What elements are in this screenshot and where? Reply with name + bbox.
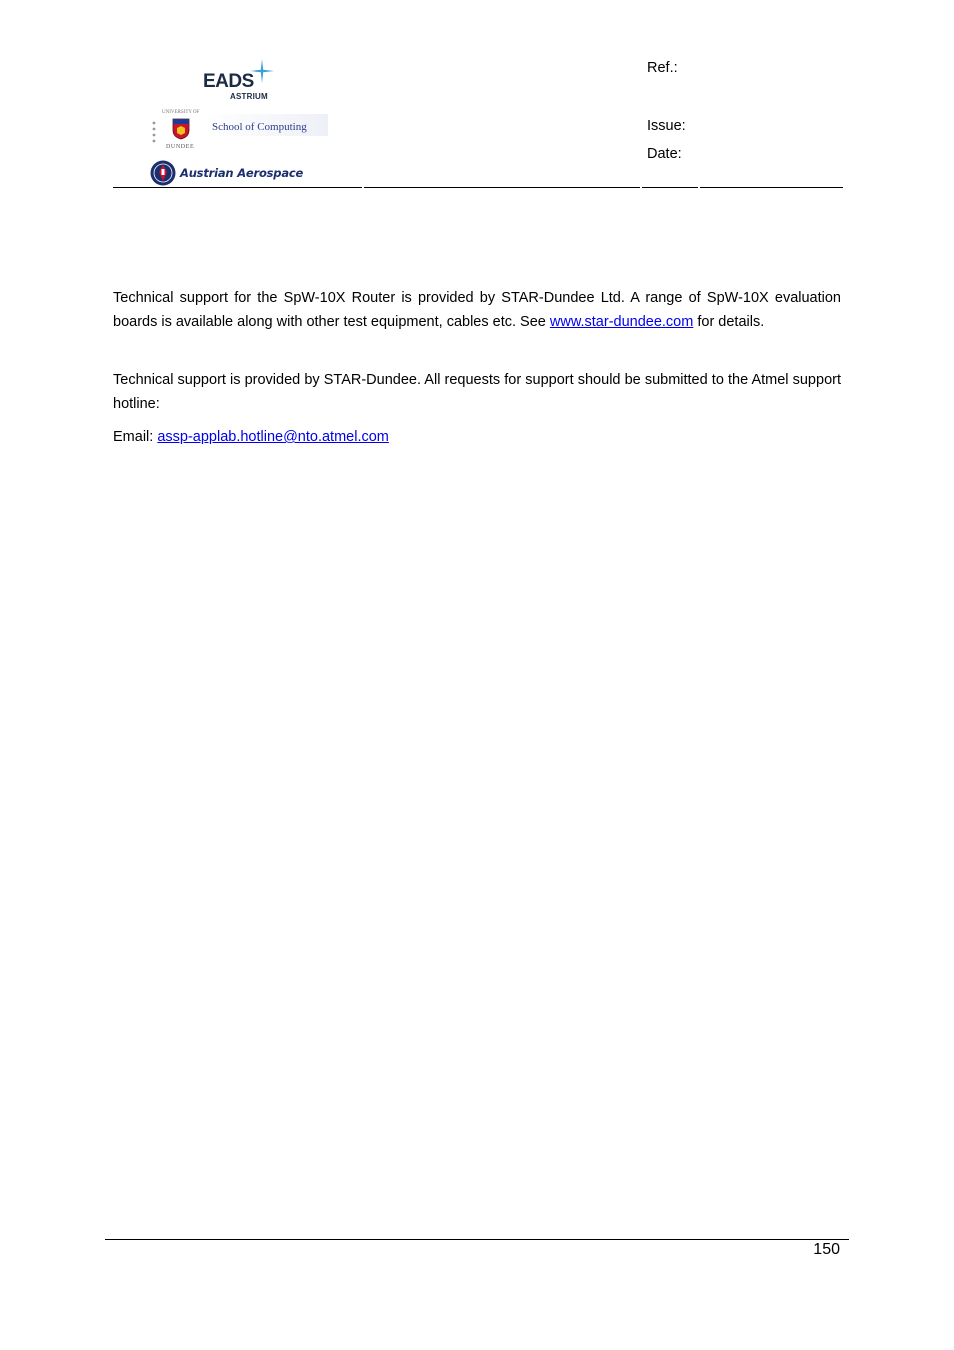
crest-icon xyxy=(172,118,190,140)
ref-label: Ref.: xyxy=(647,60,678,76)
paragraph-star-dundee-support xyxy=(113,286,841,334)
school-of-computing-text: School of Computing xyxy=(212,121,307,133)
paragraph-support-hotline: Technical support is provided by STAR-Dundee. All requests for support should be submitted to the Atmel support hotline: xyxy=(113,372,841,412)
header-rule xyxy=(642,187,698,188)
university-arc-text: UNIVERSITY OF xyxy=(162,110,200,115)
dundee-word: DUNDEE xyxy=(166,144,195,150)
header-rule xyxy=(113,187,362,188)
austrian-aerospace-logo xyxy=(150,160,332,188)
email-label: Email: xyxy=(113,429,158,445)
header-rule xyxy=(700,187,843,188)
dots-decoration xyxy=(151,120,157,144)
eads-astrium-logo xyxy=(203,58,275,104)
date-label: Date: xyxy=(647,146,682,162)
email-line xyxy=(113,425,841,449)
astrium-logo-word: ASTRIUM xyxy=(230,92,268,101)
star-dundee-link[interactable]: www.star-dundee.com xyxy=(549,314,694,330)
paragraph-tail: for details. xyxy=(693,314,765,330)
header-rule xyxy=(364,187,640,188)
austrian-aerospace-word: Austrian Aerospace xyxy=(180,166,304,180)
university-of-dundee-logo xyxy=(148,110,330,156)
issue-label: Issue: xyxy=(647,118,686,134)
footer-rule xyxy=(105,1239,849,1240)
support-email-link[interactable]: assp-applab.hotline@nto.atmel.com xyxy=(157,429,389,445)
seal-icon xyxy=(150,160,176,186)
page-number: 150 xyxy=(813,1241,840,1258)
paragraph-text: Technical support for the SpW-10X Router is provided by STAR-Dundee Ltd. A range of SpW-10X evaluation boards is available along with other test equipment, cables etc. See xyxy=(113,290,841,330)
eads-logo-word: EADS xyxy=(203,71,254,92)
